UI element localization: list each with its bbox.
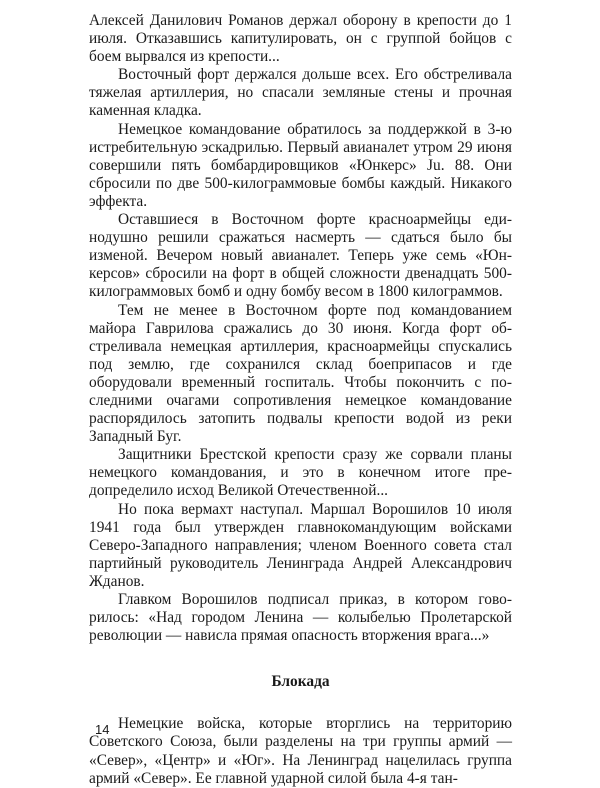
paragraph-defenders: Защитники Брестской крепости сразу же сорвали планы немецкого командования, и это в конечном итоге предопределило исход Великой Отечественной... [89,446,512,500]
section-title: Блокада [271,673,330,691]
paragraph-romanov: Алексей Данилович Романов держал оборону в крепости до 1 июля. Отказавшись капитулировать, он с группой бойцов с боем вырвался из крепости... [89,12,512,66]
paragraph-east-fort: Восточный форт держался дольше всех. Его обстреливала тяжелая артиллерия, но спасали земляные стены и прочная каменная кладка. [89,66,512,120]
paragraph-order: Главком Ворошилов подписал приказ, в котором говорилось: «Над городом Ленина — колыбелью Пролетарской революции — нависла прямая опасность вторжения врага...» [89,591,512,645]
paragraph-gavrilov: Тем не менее в Восточном форте под командованием майора Гаврилова сражались до 30 июня. Когда форт обстреливала немецкая артиллерия, красноармейцы спускались под землю, где сохранился склад боеприпасов и где оборудовали временный госпиталь. Чтобы покончить с последними очагами сопротивления немецкое командование распорядилось затопить подвалы крепости водой из реки Западный Буг. [89,301,512,446]
paragraph-second-air-raid: Оставшиеся в Восточном форте красноармейцы единодушно решили сражаться насмерть — сдаться было бы изменой. Вечером новый авианалет. Теперь уже семь «Юнкерсов» сбросили на форт в общей сложности двенадцать 500-килограммовых бомб и одну бомбу весом в 1800 килограммов. [89,211,512,301]
paragraph-voroshilov: Но пока вермахт наступал. Маршал Ворошилов 10 июля 1941 года был утвержден главнокомандующим войсками Северо-Западного направления; членом Военного совета стал партийный руководитель Ленинграда Андрей Александрович Жданов. [89,500,512,590]
paragraph-army-groups: Немецкие войска, которые вторглись на территорию Советского Союза, были разделены на три группы армий — «Север», «Центр» и «Юг». На Ленинград нацелилась группа армий «Север». Ее главной ударной силой была 4-я тан- [89,715,512,787]
page-body [89,12,512,788]
page-number: 14 [95,722,110,737]
paragraph-first-air-raid: Немецкое командование обратилось за поддержкой в 3-ю истребительную эскадрилью. Первый авианалет утром 29 июня совершили пять бомбардировщиков «Юнкерс» Ju. 88. Они сбросили по две 500-килограммовые бомбы каждый. Никакого эффекта. [89,120,512,210]
